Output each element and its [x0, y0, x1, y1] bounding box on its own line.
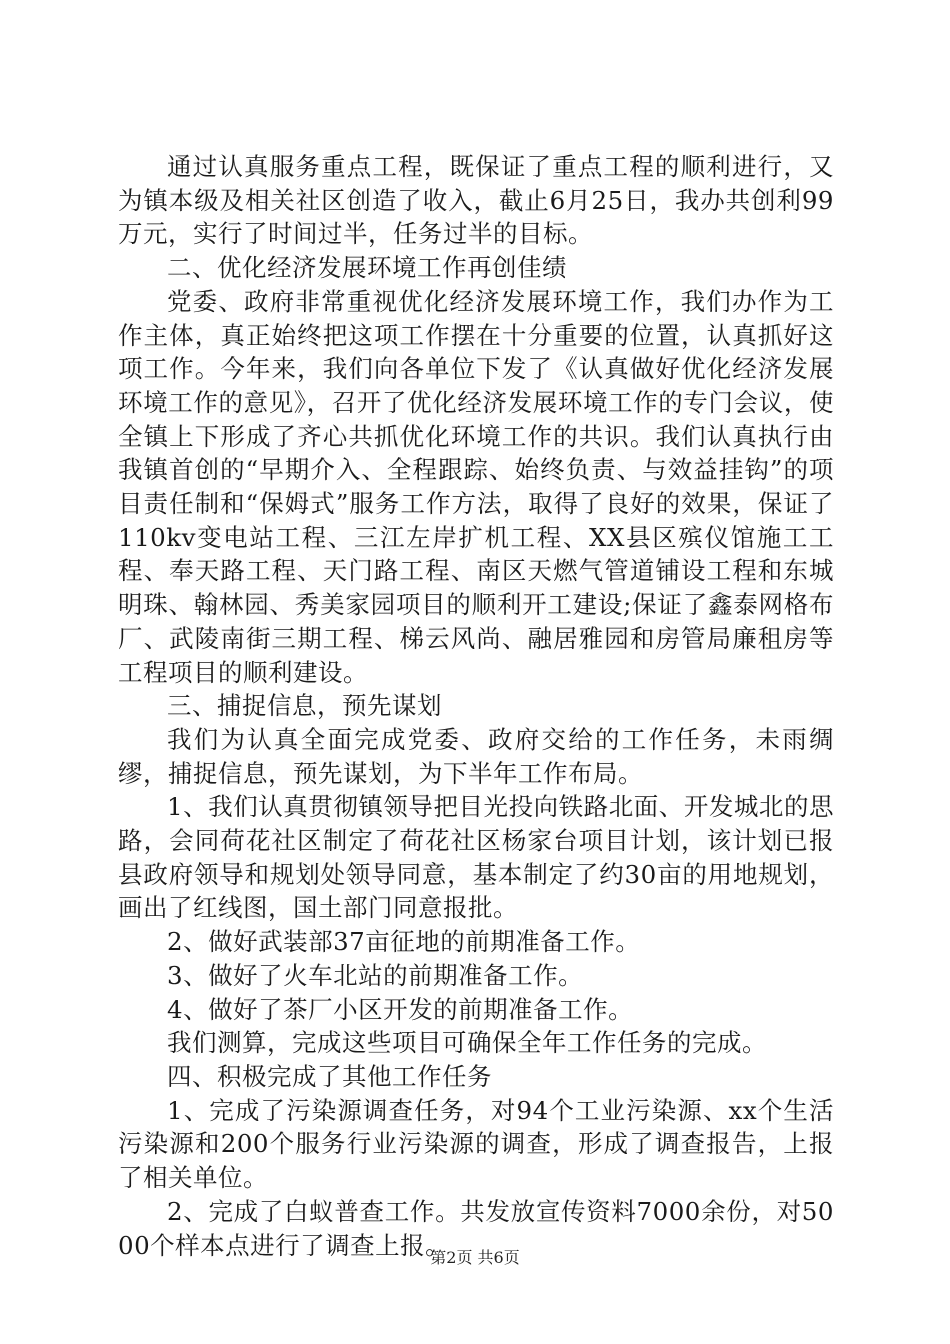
list-item: 2、完成了白蚁普查工作。共发放宣传资料7000余份，对5000个样本点进行了调查上报。: [118, 1196, 834, 1260]
section-heading: 二、优化经济发展环境工作再创佳绩: [167, 253, 567, 283]
paragraph: 通过认真服务重点工程，既保证了重点工程的顺利进行，又为镇本级及相关社区创造了收入，截止6月25日，我办共创利99万元，实行了时间过半，任务过半的目标。: [118, 152, 834, 249]
list-item: 4、做好了茶厂小区开发的前期准备工作。: [167, 994, 634, 1024]
document-body: [118, 150, 834, 1262]
list-item: 1、我们认真贯彻镇领导把目光投向铁路北面、开发城北的思路，会同荷花社区制定了荷花社区杨家台项目计划，该计划已报县政府领导和规划处领导同意，基本制定了约30亩的用地规划，画出了红线图，国土部门同意报批。: [118, 792, 834, 923]
list-item: 1、完成了污染源调查任务，对94个工业污染源、xx个生活污染源和200个服务行业污染源的调查，形成了调查报告，上报了相关单位。: [118, 1095, 834, 1193]
list-item: 2、做好武装部37亩征地的前期准备工作。: [167, 927, 641, 957]
paragraph: 党委、政府非常重视优化经济发展环境工作，我们办作为工作主体，真正始终把这项工作摆在十分重要的位置，认真抓好这项工作。今年来，我们向各单位下发了《认真做好优化经济发展环境工作的意见》，召开了优化经济发展环境工作的专门会议，使全镇上下形成了齐心共抓优化环境工作的共识。我们认真执行由我镇首创的“早期介入、全程跟踪、始终负责、与效益挂钩”的项目责任制和“保姆式”服务工作方法，取得了良好的效果，保证了110kv变电站工程、三江左岸扩机工程、XX县区殡仪馆施工工程、奉天路工程、天门路工程、南区天燃气管道铺设工程和东城明珠、翰林园、秀美家园项目的顺利开工建设;保证了鑫泰网格布厂、武陵南街三期工程、梯云风尚、融居雅园和房管局廉租房等工程项目的顺利建设。: [118, 286, 834, 687]
section-heading: 三、捕捉信息，预先谋划: [167, 691, 442, 721]
page-number-footer: 第2页 共6页: [430, 1248, 520, 1267]
paragraph: 我们为认真全面完成党委、政府交给的工作任务，未雨绸缪，捕捉信息，预先谋划，为下半年工作布局。: [118, 724, 834, 788]
paragraph: 我们测算，完成这些项目可确保全年工作任务的完成。: [167, 1028, 767, 1058]
list-item: 3、做好了火车北站的前期准备工作。: [167, 960, 584, 990]
section-heading: 四、积极完成了其他工作任务: [167, 1061, 492, 1091]
